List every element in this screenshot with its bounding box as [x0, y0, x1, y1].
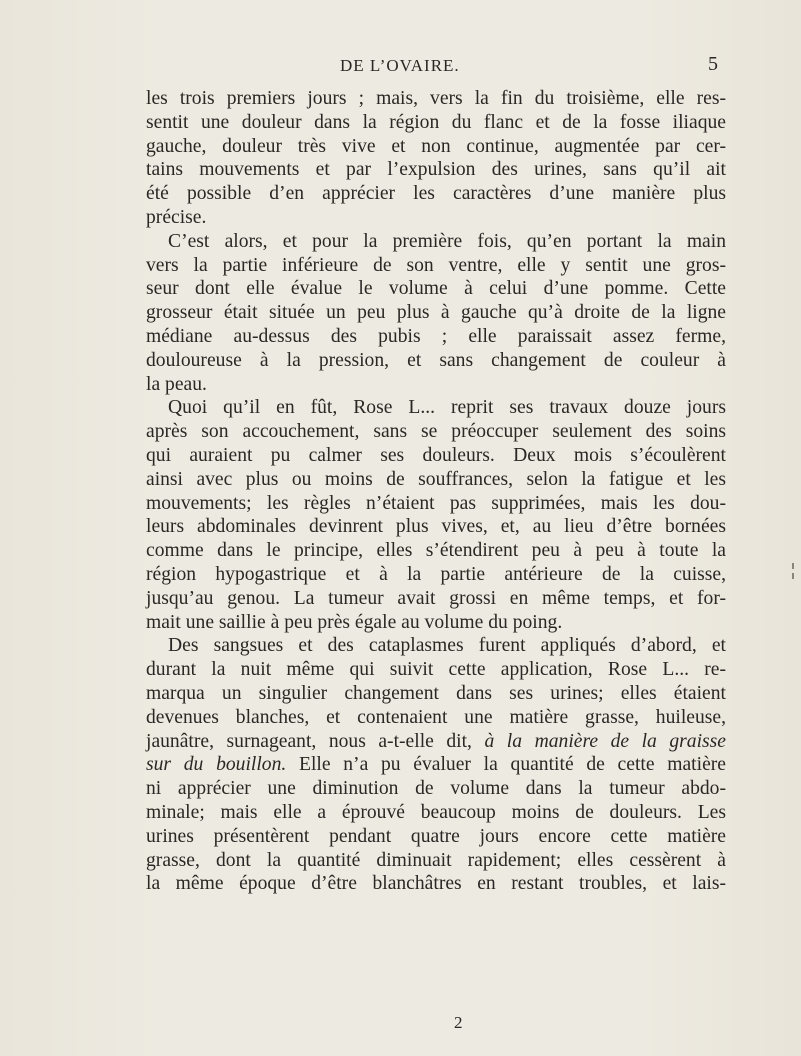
text-line: durant la nuit même qui suivit cette application, Rose L... re- — [146, 659, 726, 681]
text-line: gauche, douleur très vive et non continue, augmentée par cer- — [146, 135, 726, 157]
running-head — [0, 53, 801, 86]
text-line: ni apprécier une diminution de volume dans la tumeur abdo- — [146, 778, 726, 800]
page-number: 5 — [708, 53, 718, 75]
text-line: été possible d’en apprécier les caractères d’une manière plus — [146, 183, 726, 205]
text-line: ainsi avec plus ou moins de souffrances, selon la fatigue et les — [146, 468, 726, 490]
text-line: région hypogastrique et à la partie antérieure de la cuisse, — [146, 563, 726, 585]
text-line: C’est alors, et pour la première fois, qu’en portant la main — [168, 230, 726, 252]
text-line: médiane au-dessus des pubis ; elle paraissait assez ferme, — [146, 325, 726, 347]
text-line-with-italic — [146, 753, 726, 777]
signature-mark: 2 — [454, 1013, 463, 1032]
text-segment: Elle n’a pu évaluer la quantité de cette matière — [299, 754, 726, 776]
text-line: grosseur était située un peu plus à gauche qu’à droite de la ligne — [146, 302, 726, 324]
text-line: Des sangsues et des cataplasmes furent appliqués d’abord, et — [168, 635, 726, 657]
text-line: minale; mais elle a éprouvé beaucoup moins de douleurs. Les — [146, 801, 726, 823]
text-line: les trois premiers jours ; mais, vers la fin du troisième, elle res- — [146, 88, 726, 109]
text-line: mouvements; les règles n’étaient pas supprimées, mais les dou- — [146, 492, 726, 514]
text-line: comme dans le principe, elles s’étendirent peu à peu à toute la — [146, 540, 726, 562]
text-line: qui auraient pu calmer ses douleurs. Deux mois s’écoulèrent — [146, 444, 726, 466]
text-line: après son accouchement, sans se préoccuper seulement des soins — [146, 421, 726, 443]
text-line: la peau. — [146, 373, 207, 395]
text-line: sentit une douleur dans la région du flanc et de la fosse iliaque — [146, 111, 726, 133]
italic-quote: sur du bouillon. — [146, 754, 287, 776]
text-line: jusqu’au genou. La tumeur avait grossi en même temps, et for- — [146, 587, 726, 609]
margin-mark — [792, 573, 794, 579]
text-line: tains mouvements et par l’expulsion des urines, sans qu’il ait — [146, 159, 726, 181]
text-line: vers la partie inférieure de son ventre, elle y sentit une gros- — [146, 254, 726, 276]
text-line: seur dont elle évalue le volume à celui d’une pomme. Cette — [146, 278, 726, 300]
text-line: grasse, dont la quantité diminuait rapidement; elles cessèrent à — [146, 849, 726, 871]
text-line: Quoi qu’il en fût, Rose L... reprit ses travaux douze jours — [168, 397, 726, 419]
text-line: marqua un singulier changement dans ses urines; elles étaient — [146, 682, 726, 704]
text-line: devenues blanches, et contenaient une matière grasse, huileuse, — [146, 706, 726, 728]
text-segment: jaunâtre, surnageant, nous a-t-elle dit, — [146, 730, 472, 752]
running-title: DE L’OVAIRE. — [340, 56, 460, 75]
text-line-with-italic — [146, 730, 726, 754]
text-line: urines présentèrent pendant quatre jours encore cette matière — [146, 825, 726, 847]
text-line: leurs abdominales devinrent plus vives, et, au lieu d’être bornées — [146, 516, 726, 538]
italic-quote: à la manière de la graisse — [484, 730, 726, 752]
margin-mark — [792, 563, 794, 569]
text-line: douloureuse à la pression, et sans changement de couleur à — [146, 349, 726, 371]
text-line: précise. — [146, 206, 207, 228]
body-text — [146, 87, 726, 896]
text-line: mait une saillie à peu près égale au volume du poing. — [146, 611, 563, 633]
text-line: la même époque d’être blanchâtres en restant troubles, et lais- — [146, 873, 726, 895]
